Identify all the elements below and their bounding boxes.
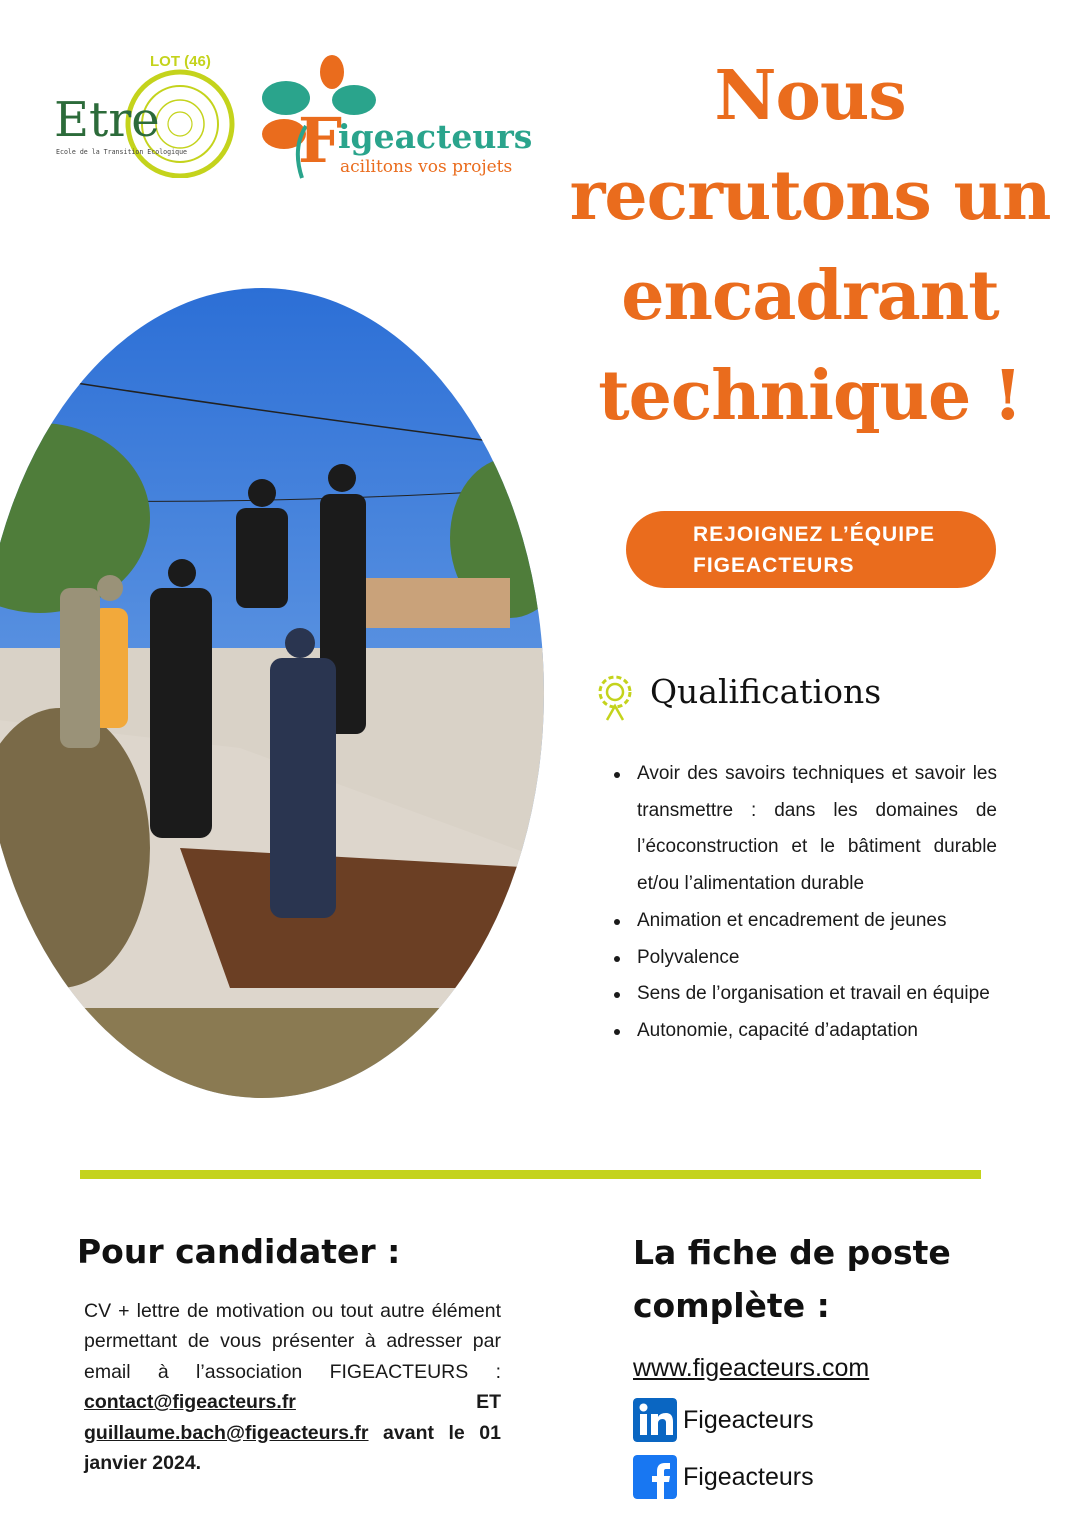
headline-line: technique ! bbox=[598, 356, 1022, 436]
email-guillaume-link[interactable]: guillaume.bach@figeacteurs.fr bbox=[84, 1421, 369, 1444]
headline-line: encadrant bbox=[621, 256, 999, 336]
etre-logo-subtitle: Ecole de la Transition Ecologique bbox=[56, 148, 188, 156]
list-item: Polyvalence bbox=[600, 940, 997, 977]
qualifications-list bbox=[600, 756, 997, 1050]
figeacteurs-logo-tagline: acilitons vos projets bbox=[340, 157, 513, 177]
headline-line: recrutons un bbox=[569, 156, 1051, 236]
etre-logo-region: LOT (46) bbox=[150, 53, 211, 70]
linkedin-icon bbox=[633, 1398, 677, 1442]
list-item: Autonomie, capacité d’adaptation bbox=[600, 1013, 997, 1050]
figeacteurs-logo-text: igeacteurs bbox=[338, 117, 533, 156]
list-item: Sens de l’organisation et travail en équipe bbox=[600, 976, 997, 1013]
etre-logo bbox=[52, 48, 242, 178]
etre-logo-text: Etre bbox=[54, 92, 160, 148]
apply-intro: CV + lettre de motivation ou tout autre élément permettant de vous présenter à adresser par email à l’association FIGEACTEURS : bbox=[84, 1300, 501, 1383]
job-description-title: La fiche de poste complète : bbox=[633, 1233, 951, 1325]
headline bbox=[560, 46, 1060, 446]
join-team-button-line1: REJOIGNEZ L’ÉQUIPE bbox=[693, 523, 936, 546]
qualifications-title: Qualifications bbox=[650, 672, 882, 711]
join-team-button[interactable] bbox=[626, 511, 996, 588]
list-item: Avoir des savoirs techniques et savoir les transmettre : dans les domaines de l’écoconstruction et le bâtiment durable et/ou l’alimentation durable bbox=[600, 756, 997, 903]
apply-text bbox=[84, 1296, 501, 1478]
apply-and: ET bbox=[295, 1391, 501, 1414]
gear-icon bbox=[593, 670, 637, 724]
join-team-button-line2: FIGEACTEURS bbox=[693, 554, 855, 577]
facebook-label: Figeacteurs bbox=[683, 1462, 814, 1491]
linkedin-link[interactable] bbox=[633, 1398, 814, 1442]
facebook-icon bbox=[633, 1455, 677, 1499]
email-contact-link[interactable]: contact@figeacteurs.fr bbox=[84, 1391, 296, 1414]
apply-deadline: avant le 01 janvier 2024. bbox=[84, 1421, 501, 1475]
figeacteurs-logo bbox=[258, 52, 543, 192]
apply-title: Pour candidater : bbox=[77, 1232, 401, 1271]
facebook-link[interactable] bbox=[633, 1455, 814, 1499]
divider bbox=[80, 1170, 981, 1179]
linkedin-label: Figeacteurs bbox=[683, 1405, 814, 1434]
list-item: Animation et encadrement de jeunes bbox=[600, 903, 997, 940]
team-photo bbox=[0, 288, 545, 1098]
website-link[interactable]: www.figeacteurs.com bbox=[633, 1354, 870, 1382]
headline-line: Nous bbox=[714, 56, 906, 136]
figeacteurs-logo-initial: F bbox=[298, 104, 343, 177]
